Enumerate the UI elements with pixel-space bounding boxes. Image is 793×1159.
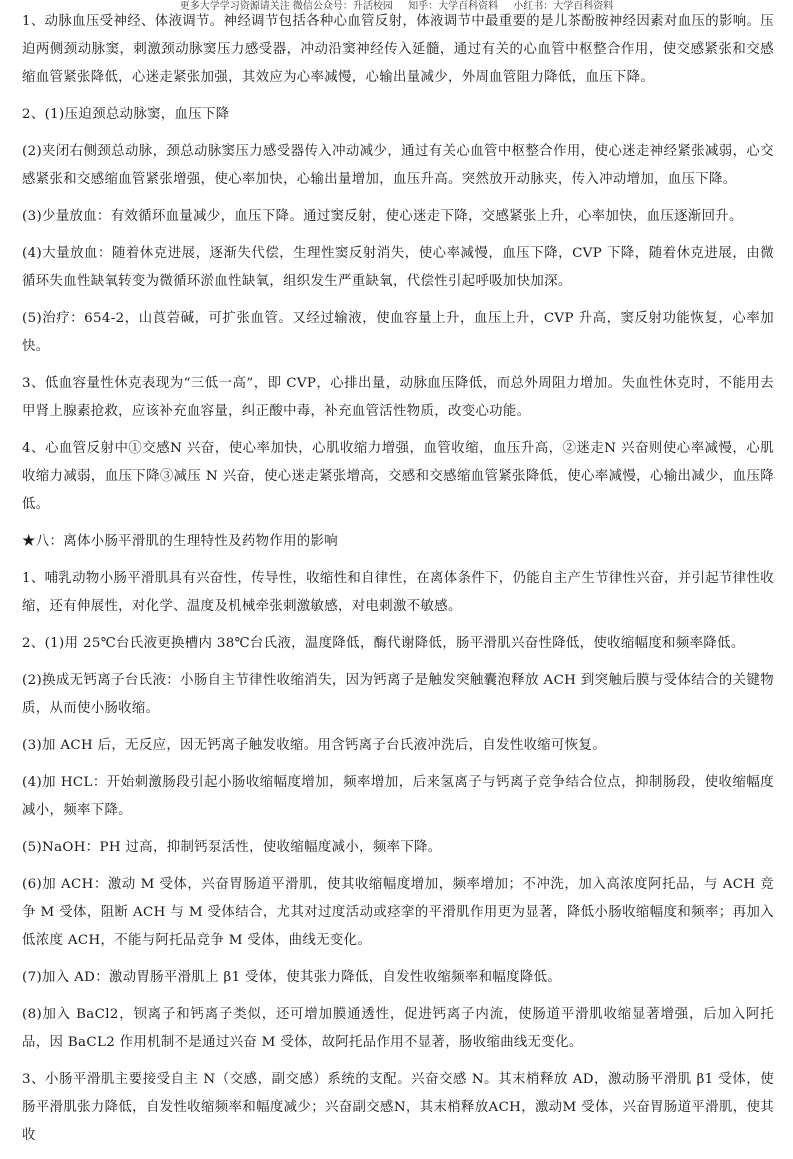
watermark-xiaohongshu: 小红书：大学百科资料 [513, 1, 614, 12]
paragraph-intestine-2-1: 2、(1)用 25℃台氏液更换槽内 38℃台氏液，温度降低，酶代谢降低，肠平滑肌兴奋性降低，使收缩幅度和频率降低。 [22, 636, 745, 651]
paragraph-intestine-2-7: (7)加入 AD：激动胃肠平滑肌上 β1 受体，使其张力降低，自发性收缩频率和幅度降低。 [22, 970, 562, 985]
document-body [22, 8, 774, 1159]
watermark-zhihu: 知乎：大学百科资料 [408, 1, 499, 12]
paragraph-3-shock: 3、低血容量性休克表现为“三低一高”，即 CVP，心排出量，动脉血压降低，而总外周阻力增加。失血性休克时，不能用去甲肾上腺素抢救，应该补充血容量，纠正酸中毒，补充血管活性物质，改变心功能。 [22, 376, 774, 419]
paragraph-intestine-3: 3、小肠平滑肌主要接受自主 N（交感，副交感）系统的支配。兴奋交感 N。其末梢释放 AD，激动肠平滑肌 β1 受体，使肠平滑肌张力降低，自发性收缩频率和幅度减少；兴奋副交感N，其末梢释放ACH，激动M 受体，兴奋胃肠道平滑肌，使其收 [22, 1072, 774, 1143]
paragraph-intestine-2-2: (2)换成无钙离子台氏液：小肠自主节律性收缩消失，因为钙离子是触发突触囊泡释放 ACH 到突触后膜与受体结合的关键物质，从而使小肠收缩。 [22, 673, 774, 716]
section-heading-eight: ★八：离体小肠平滑肌的生理特性及药物作用的影响 [22, 534, 339, 549]
paragraph-2-5: (5)治疗：654-2，山莨菪碱，可扩张血管。又经过输液，使血容量上升，血压上升，CVP 升高，窦反射功能恢复，心率加快。 [22, 311, 774, 354]
paragraph-intestine-2-5: (5)NaOH：PH 过高，抑制钙泵活性，使收缩幅度减小，频率下降。 [22, 840, 442, 855]
paragraph-2-4: (4)大量放血：随着休克进展，逐渐失代偿，生理性窦反射消失，使心率减慢，血压下降，CVP 下降，随着休克进展，由微循环失血性缺氧转变为微循环淤血性缺氧，组织发生严重缺氧，代偿性引起呼吸加快加深。 [22, 246, 774, 289]
paragraph-intestine-2-6: (6)加 ACH：激动 M 受体，兴奋胃肠道平滑肌，使其收缩幅度增加，频率增加；不冲洗，加入高浓度阿托品，与 ACH 竞争 M 受体，阻断 ACH 与 M 受体结合，尤其对过度活动或痉挛的平滑肌作用更为显著，降低小肠收缩幅度和频率；再加入低浓度 ACH，不能与阿托品竞争 M 受体，曲线无变化。 [22, 877, 774, 948]
paragraph-intestine-2-4: (4)加 HCL：开始刺激肠段引起小肠收缩幅度增加，频率增加，后来氢离子与钙离子竞争结合位点，抑制肠段，使收缩幅度减小，频率下降。 [22, 775, 774, 818]
watermark-follow: 更多大学学习资源请关注 微信公众号：升活校园 [179, 1, 393, 12]
paragraph-2-2: (2)夹闭右侧颈总动脉，颈总动脉窦压力感受器传入冲动减少，通过有关心血管中枢整合作用，使心迷走神经紧张减弱，心交感紧张和交感缩血管紧张增强，使心率加快，心输出量增加，血压升高。突然放开动脉夹，传入冲动增加，血压下降。 [22, 144, 774, 187]
paragraph-intestine-2-8: (8)加入 BaCl2，钡离子和钙离子类似，还可增加膜通透性，促进钙离子内流，使肠道平滑肌收缩显著增强，后加入阿托品，因 BaCL2 作用机制不是通过兴奋 M 受体，故阿托品作用不显著，肠收缩曲线无变化。 [22, 1007, 774, 1050]
paragraph-2-1: 2、(1)压迫颈总动脉窦，血压下降 [22, 107, 230, 122]
paragraph-intestine-2-3: (3)加 ACH 后，无反应，因无钙离子触发收缩。用含钙离子台氏液冲洗后，自发性收缩可恢复。 [22, 738, 607, 753]
paragraph-4-reflex: 4、心血管反射中①交感N 兴奋，使心率加快，心肌收缩力增强，血管收缩，血压升高，②迷走N 兴奋则使心率减慢，心肌收缩力减弱，血压下降③减压 N 兴奋，使心迷走紧张增高，交感和交感缩血管紧张降低，使心率减慢，心输出减少，血压降低。 [22, 441, 774, 512]
paragraph-2-3: (3)少量放血：有效循环血量减少，血压下降。通过窦反射，使心迷走下降，交感紧张上升，心率加快，血压逐渐回升。 [22, 209, 743, 224]
paragraph-blood-pressure-regulation: 1、动脉血压受神经、体液调节。神经调节包括各种心血管反射，体液调节中最重要的是儿茶酚胺神经因素对血压的影响。压迫两侧颈动脉窦，刺激颈动脉窦压力感受器，冲动沿窦神经传入延髓，通过有关的心血管中枢整合作用，使交感紧张和交感缩血管紧张降低，心迷走紧张加强，其效应为心率减慢，心输出量减少，外周血管阻力降低，血压下降。 [22, 14, 774, 85]
paragraph-intestine-1: 1、哺乳动物小肠平滑肌具有兴奋性，传导性，收缩性和自律性，在离体条件下，仍能自主产生节律性兴奋，并引起节律性收缩，还有伸展性，对化学、温度及机械牵张刺激敏感，对电刺激不敏感。 [22, 571, 774, 614]
